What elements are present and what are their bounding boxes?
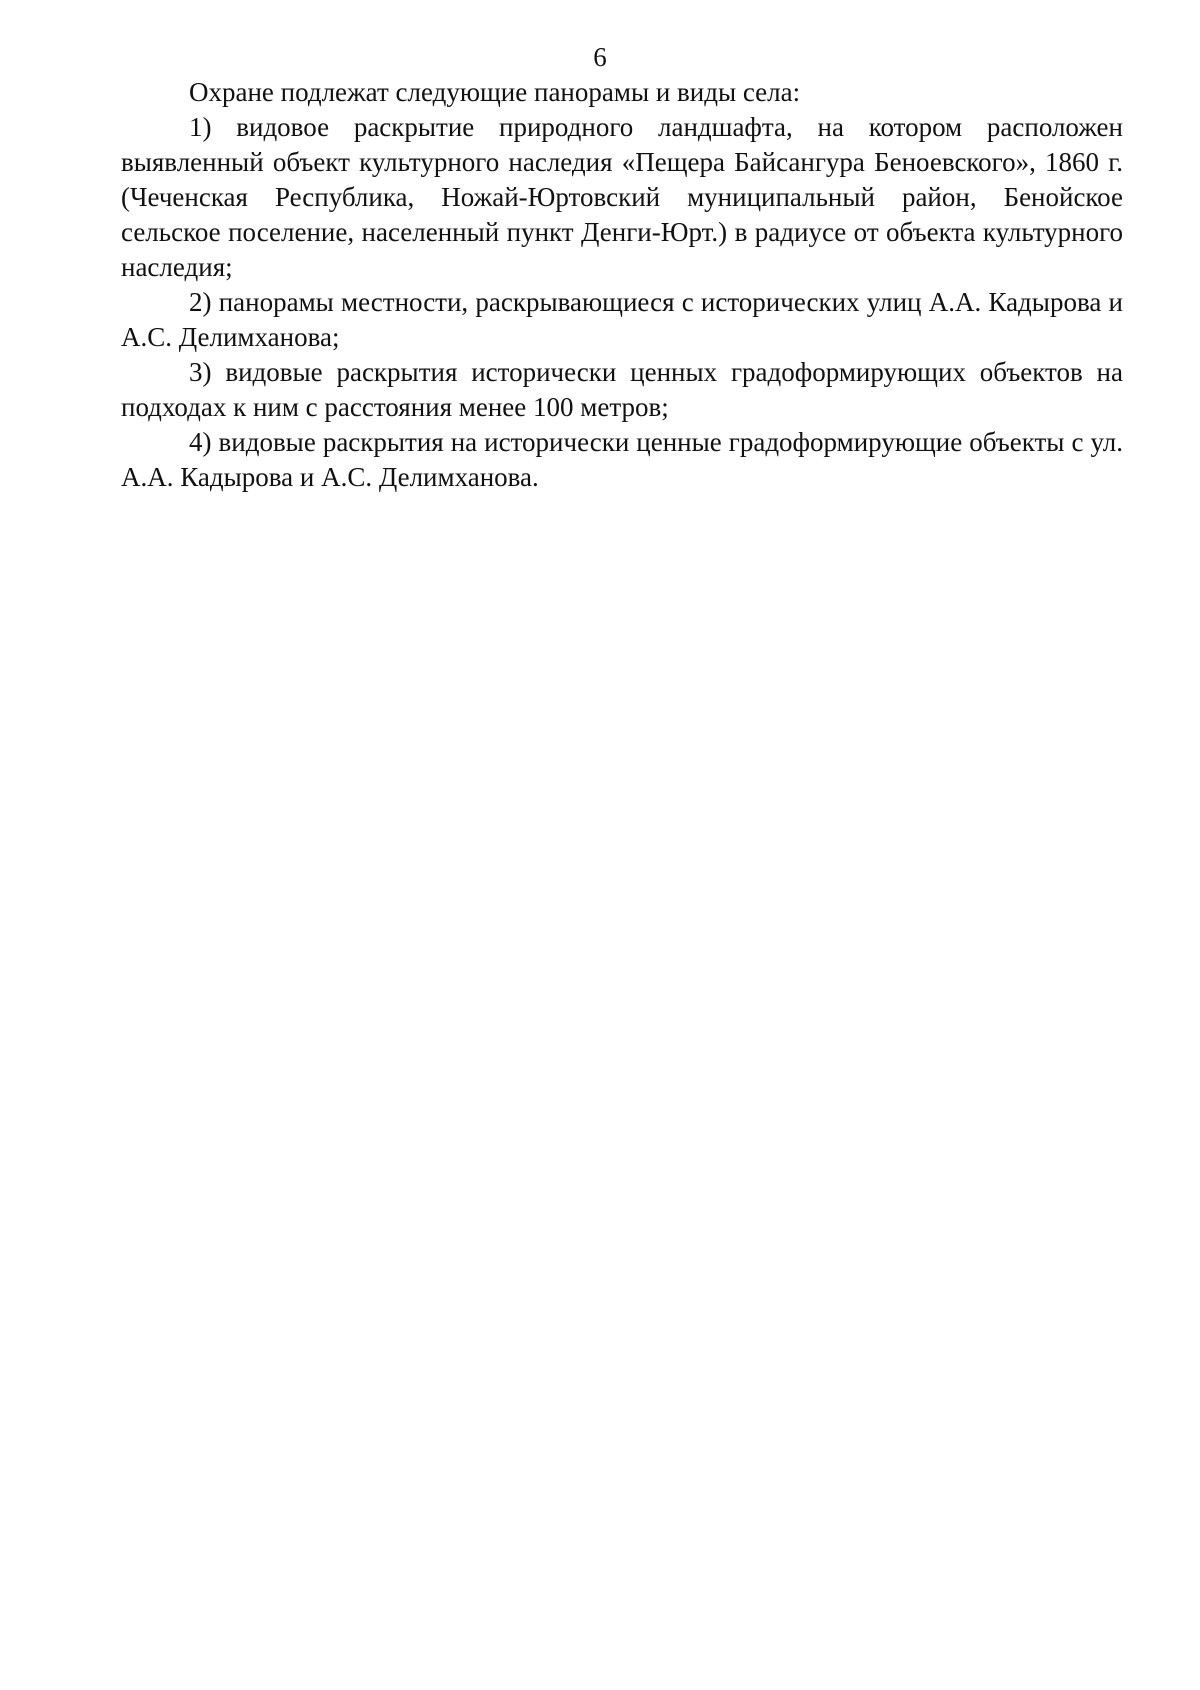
document-body <box>121 75 1123 495</box>
intro-paragraph: Охране подлежат следующие панорамы и виды села: <box>189 77 801 107</box>
list-item-3: 3) видовые раскрытия исторически ценных градоформирующих объектов на подходах к ним с расстояния менее 100 метров; <box>121 357 1123 422</box>
list-item-2: 2) панорамы местности, раскрывающиеся с исторических улиц А.А. Кадырова и А.С. Делимханова; <box>121 287 1123 352</box>
list-item-1: 1) видовое раскрытие природного ландшафта, на котором расположен выявленный объект культурного наследия «Пещера Байсангура Беноевского», 1860 г. (Чеченская Республика, Ножай-Юртовский муниципальный район, Бенойское сельское поселение, населенный пункт Денги-Юрт.) в радиусе от объекта культурного наследия; <box>121 112 1123 282</box>
list-item-4: 4) видовые раскрытия на исторически ценные градоформирующие объекты с ул. А.А. Кадырова и А.С. Делимханова. <box>121 427 1123 492</box>
page-number: 6 <box>593 42 607 72</box>
